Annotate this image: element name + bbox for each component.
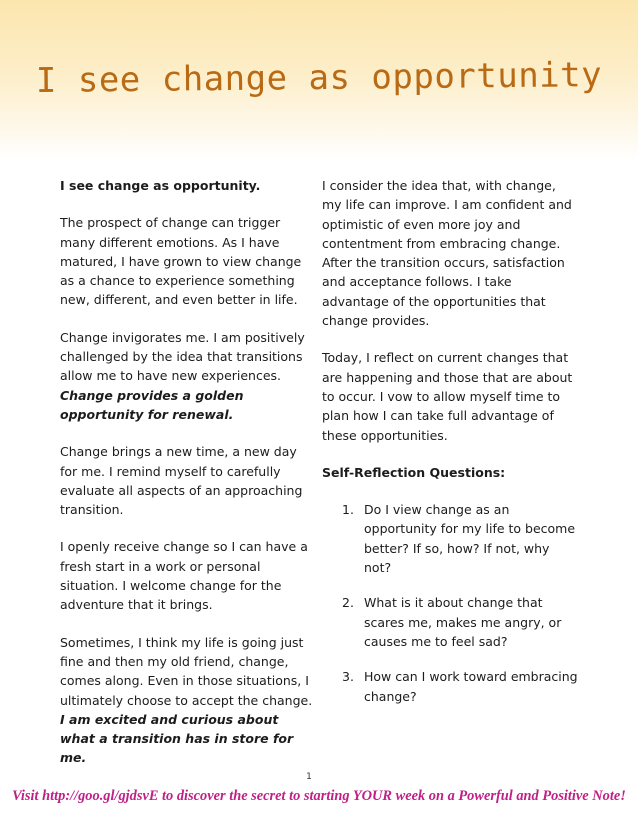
left-column [60, 176, 316, 786]
paragraph-prospect: The prospect of change can trigger many different emotions. As I have matured, I have grown to view change as a chance to experience something new, different, and even better in life. [60, 215, 302, 308]
page-number: 1 [306, 772, 312, 782]
paragraph-new-time: Change brings a new time, a new day for me. I remind myself to carefully evaluate all aspects of an approaching transition. [60, 444, 303, 518]
question-number: 2. [342, 595, 354, 611]
paragraph-text: Change invigorates me. I am positively challenged by the idea that transitions allow me to have new experiences. [60, 329, 305, 384]
page-title: I see change as opportunity [35, 55, 603, 101]
paragraph-invigorates [60, 328, 316, 424]
question-item [322, 593, 578, 651]
left-heading: I see change as opportunity. [60, 178, 261, 193]
question-text: What is it about change that scares me, makes me angry, or causes me to feel sad? [364, 595, 562, 649]
questions-list [322, 500, 578, 706]
emphasis-excited-curious: I am excited and curious about what a transition has in store for me. [60, 711, 294, 766]
paragraph-reflect: Today, I reflect on current changes that are happening and those that are about to occur. I vow to allow myself time to plan how I can take full advantage of these opportunities. [322, 350, 573, 443]
question-number: 3. [342, 669, 354, 685]
paragraph-fresh-start: I openly receive change so I can have a fresh start in a work or personal situation. I welcome change for the adventure that it brings. [60, 539, 308, 613]
paragraph-old-friend [60, 633, 316, 768]
paragraph-text: Sometimes, I think my life is going just fine and then my old friend, change, comes along. Even in those situations, I ultimately choose to accept the change. [60, 634, 313, 708]
question-number: 1. [342, 502, 354, 518]
question-item [322, 500, 578, 577]
questions-heading: Self-Reflection Questions: [322, 464, 506, 480]
right-column [322, 176, 578, 722]
emphasis-golden-opportunity: Change provides a golden opportunity for renewal. [60, 387, 244, 422]
question-item [322, 667, 578, 706]
question-text: Do I view change as an opportunity for my life to become better? If so, how? If not, why not? [364, 502, 576, 576]
question-text: How can I work toward embracing change? [364, 669, 578, 704]
paragraph-improve: I consider the idea that, with change, my life can improve. I am confident and optimistic of even more joy and contentment from embracing change. After the transition occurs, satisfaction and acceptance follows. I take advantage of the opportunities that change provides. [322, 178, 572, 329]
footer-promo-link[interactable]: Visit http://goo.gl/gjdsvE to discover the secret to starting YOUR week on a Powerful and Positive Note! [12, 788, 626, 804]
